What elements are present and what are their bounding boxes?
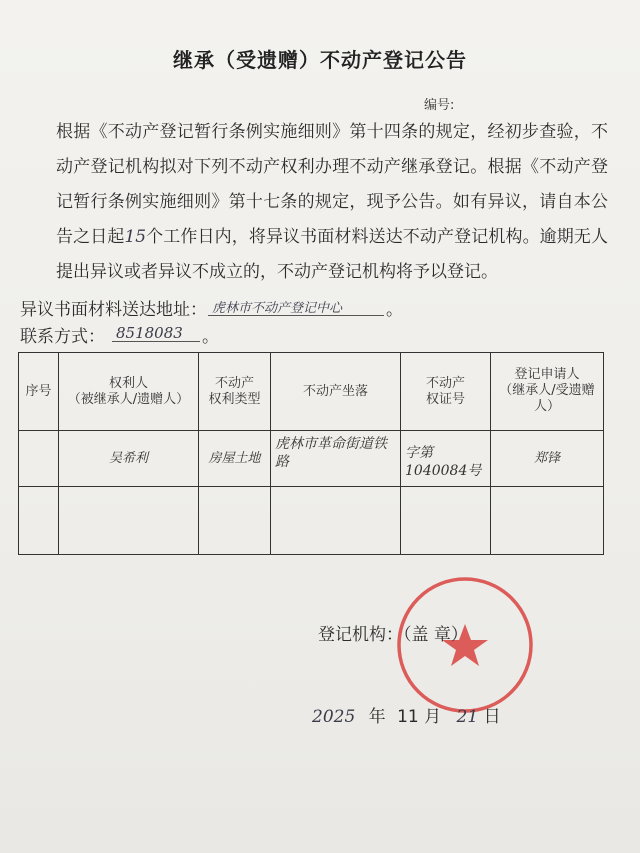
date-year-char: 年 bbox=[368, 707, 386, 727]
handwritten-days: 15 bbox=[124, 227, 147, 247]
date-day-char: 日 bbox=[483, 707, 501, 727]
address-label: 异议书面材料送达地址： bbox=[20, 300, 207, 320]
cell-type: 房屋土地 bbox=[199, 431, 271, 487]
header-type: 不动产 权利类型 bbox=[199, 353, 271, 431]
notice-paragraph bbox=[22, 115, 608, 290]
table-row bbox=[19, 487, 604, 555]
cell-seq bbox=[19, 431, 59, 487]
address-handwritten: 虎林市不动产登记中心 bbox=[212, 301, 343, 316]
official-seal bbox=[392, 572, 538, 718]
table-row bbox=[19, 431, 604, 487]
cell-applicant bbox=[491, 487, 604, 555]
cell-holder bbox=[59, 487, 199, 555]
contact-handwritten: 8518083 bbox=[116, 324, 183, 342]
header-cert: 不动产 权证号 bbox=[401, 353, 491, 431]
cell-applicant: 郑锋 bbox=[491, 431, 604, 487]
registration-table bbox=[18, 352, 604, 555]
notice-text-part2: 个工作日内，将异议书面材料送达不动产登记机构。逾期无人提出异议或者异议不成立的，不动产登记机构将予以登记。 bbox=[56, 227, 609, 282]
serial-number-label: 编号: bbox=[424, 98, 455, 113]
header-seq: 序号 bbox=[19, 353, 59, 431]
cell-cert: 字第1040084号 bbox=[401, 431, 491, 487]
registration-authority: 登记机构：（盖 章） bbox=[318, 625, 468, 645]
cell-location bbox=[271, 487, 401, 555]
contact-label: 联系方式： bbox=[20, 327, 105, 347]
cell-holder: 吴希利 bbox=[59, 431, 199, 487]
date-year: 2025 bbox=[312, 707, 356, 727]
address-end: 。 bbox=[386, 300, 403, 320]
cell-cert bbox=[401, 487, 491, 555]
date-day: 21 bbox=[456, 707, 479, 727]
table-header-row bbox=[19, 353, 604, 431]
notice-date bbox=[312, 702, 501, 727]
notice-body bbox=[22, 115, 608, 290]
header-applicant: 登记申请人 （继承人/受遗赠 人） bbox=[491, 353, 604, 431]
page-title: 继承（受遗赠）不动产登记公告 bbox=[173, 48, 467, 72]
notice-text-part1: 根据《不动产登记暂行条例实施细则》第十四条的规定，经初步查验，不动产登记机构拟对下列不动产权利办理不动产继承登记。根据《不动产登记暂行条例实施细则》第十七条的规定，现予公告。如有异议，请自本公告之日起 bbox=[56, 122, 608, 247]
contact-end: 。 bbox=[202, 327, 219, 347]
header-holder: 权利人 （被继承人/遗赠人） bbox=[59, 353, 199, 431]
header-location: 不动产坐落 bbox=[271, 353, 401, 431]
date-month-char: 月 bbox=[424, 707, 442, 727]
cell-location: 虎林市革命街道铁路 bbox=[271, 431, 401, 487]
cell-type bbox=[199, 487, 271, 555]
cell-seq bbox=[19, 487, 59, 555]
date-month: 11 bbox=[397, 707, 419, 727]
